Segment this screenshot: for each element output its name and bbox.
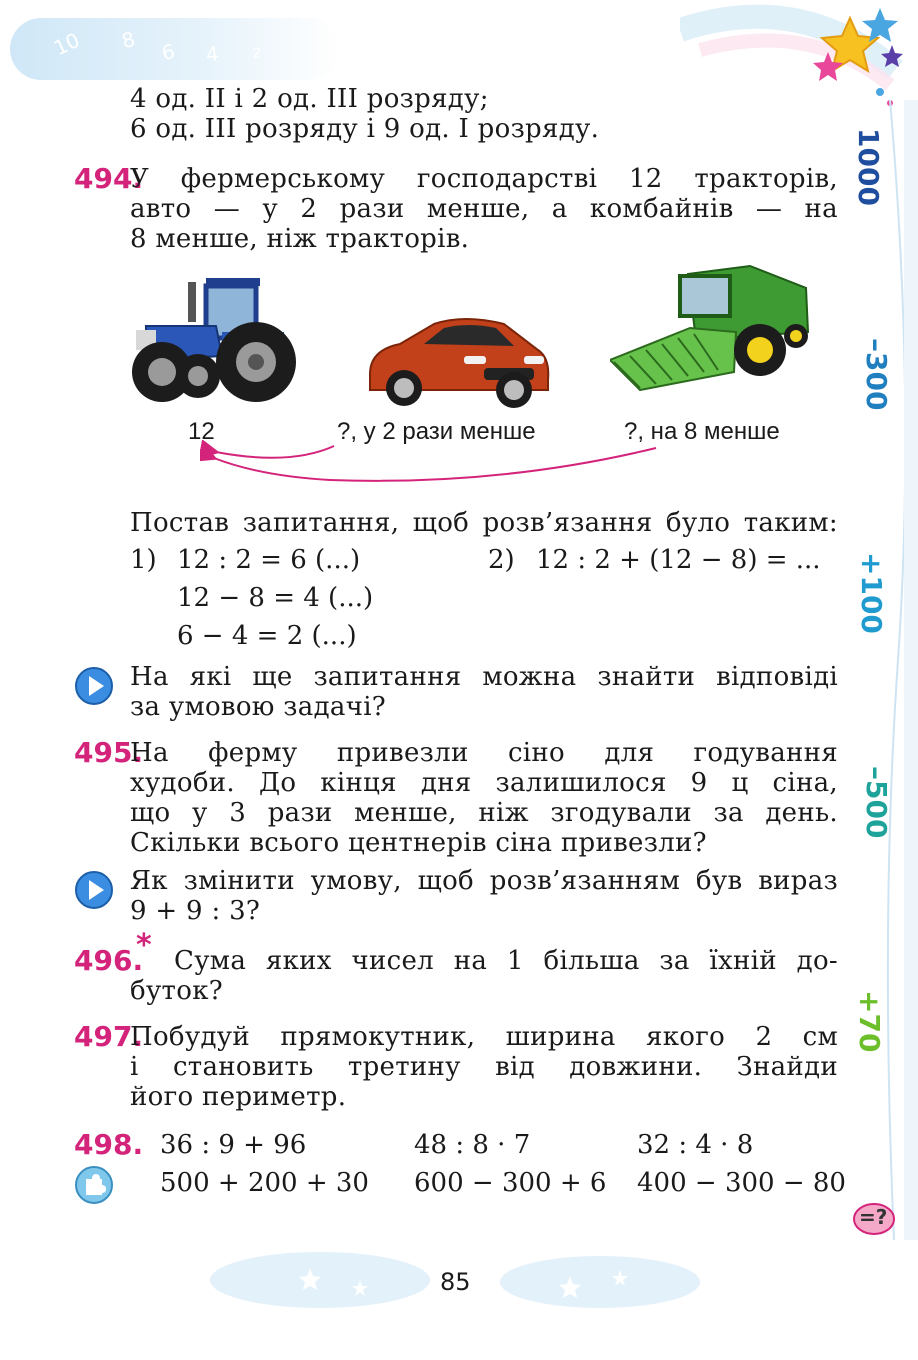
problem-495-extra-line: 9 + 9 : 3? — [130, 896, 261, 926]
solution-1-step: 12 : 2 = 6 (...) — [177, 545, 361, 575]
problem-497-line: його периметр. — [130, 1082, 347, 1112]
solution-2-marker: 2) — [488, 545, 515, 575]
asterisk-mark: * — [136, 928, 152, 963]
page-number: 85 — [440, 1268, 471, 1296]
problem-number-496: 496. — [74, 944, 144, 977]
problem-495-line: Скільки всього центнерів сіна привезли? — [130, 828, 707, 858]
equals-question-text: =? — [859, 1205, 888, 1229]
problem-number-495: 495. — [74, 736, 144, 769]
expression: 600 − 300 + 6 — [414, 1168, 607, 1198]
problem-497-text — [130, 1022, 838, 1112]
label-cars: ?, у 2 рази менше — [337, 418, 536, 445]
problem-496-line: Сума яких чисел на 1 більша за їхній до- — [174, 946, 838, 976]
problem-494-line: 8 менше, ніж тракторів. — [130, 224, 470, 254]
cloud-number: 2 — [252, 46, 261, 62]
solution-1-step: 6 − 4 = 2 (...) — [177, 621, 357, 651]
intro-text — [130, 84, 838, 144]
problem-494-text — [130, 164, 838, 254]
solution-1-marker: 1) — [130, 545, 157, 575]
expression: 400 − 300 − 80 — [637, 1168, 846, 1198]
side-label-plus-100: +100 — [855, 552, 888, 634]
problem-494-line: авто — у 2 рази менше, а комбайнів — на — [130, 194, 838, 224]
play-icon — [74, 870, 114, 910]
side-label-1000: 1000 — [852, 128, 885, 206]
problem-494-question — [130, 508, 838, 538]
problem-495-extra-line: Як змінити умову, щоб розв’язанням був вираз — [130, 866, 838, 896]
cloud-number: 4 — [204, 41, 220, 67]
expression: 32 : 4 · 8 — [637, 1130, 754, 1160]
problem-495-text — [130, 738, 838, 858]
equals-question-icon — [853, 1203, 895, 1235]
cloud-number: 8 — [119, 26, 138, 54]
solution-1-step: 12 − 8 = 4 (...) — [177, 583, 374, 613]
side-number-strip — [850, 100, 918, 1240]
problem-494-extra-line: за умовою задачі? — [130, 692, 387, 722]
car-picture — [364, 310, 552, 410]
puzzle-icon — [74, 1165, 114, 1205]
problem-496-line: буток? — [130, 976, 223, 1006]
label-combines: ?, на 8 менше — [624, 418, 780, 445]
problem-number-494: 494. — [74, 162, 144, 195]
problem-number-498: 498. — [74, 1128, 144, 1161]
side-label-minus-300: –300 — [860, 338, 893, 411]
problem-496-text — [174, 946, 838, 976]
problem-number-497: 497. — [74, 1020, 144, 1053]
intro-line: 4 од. II і 2 од. III розряду; — [130, 84, 489, 114]
label-tractors: 12 — [188, 418, 215, 445]
problem-494-question-line: Постав запитання, щоб розв’язання було таким: — [130, 508, 838, 538]
problem-497-line: і становить третину від довжини. Знайди — [130, 1052, 838, 1082]
problem-494-extra-line: На які ще запитання можна знайти відповіді — [130, 662, 838, 692]
problem-495-line: На ферму привезли сіно для годування — [130, 738, 838, 768]
side-label-plus-70: +70 — [853, 990, 886, 1053]
problem-497-line: Побудуй прямокутник, ширина якого 2 см — [130, 1022, 838, 1052]
expression: 36 : 9 + 96 — [160, 1130, 307, 1160]
cloud-number: 6 — [160, 39, 177, 65]
problem-496-text-continued — [130, 976, 838, 1006]
comparison-arrows — [200, 440, 670, 490]
side-label-minus-500: –500 — [860, 766, 893, 839]
solution-2-expression: 12 : 2 + (12 − 8) = ... — [536, 545, 821, 575]
problem-495-line: що у 3 рази менше, ніж згодували за день. — [130, 798, 838, 828]
combine-harvester-picture — [610, 262, 812, 412]
intro-line: 6 од. III розряду і 9 од. I розряду. — [130, 114, 600, 144]
tractor-picture — [126, 272, 301, 404]
play-icon — [74, 666, 114, 706]
expression: 48 : 8 · 7 — [414, 1130, 531, 1160]
problem-495-line: худоби. До кінця дня залишилося 9 ц сіна, — [130, 768, 838, 798]
top-cloud-decoration — [10, 18, 340, 80]
expression: 500 + 200 + 30 — [160, 1168, 369, 1198]
problem-494-extra — [130, 662, 838, 722]
problem-495-extra — [130, 866, 838, 926]
problem-494-line: У фермерському господарстві 12 тракторів, — [130, 164, 838, 194]
cloud-number: 10 — [50, 27, 84, 61]
